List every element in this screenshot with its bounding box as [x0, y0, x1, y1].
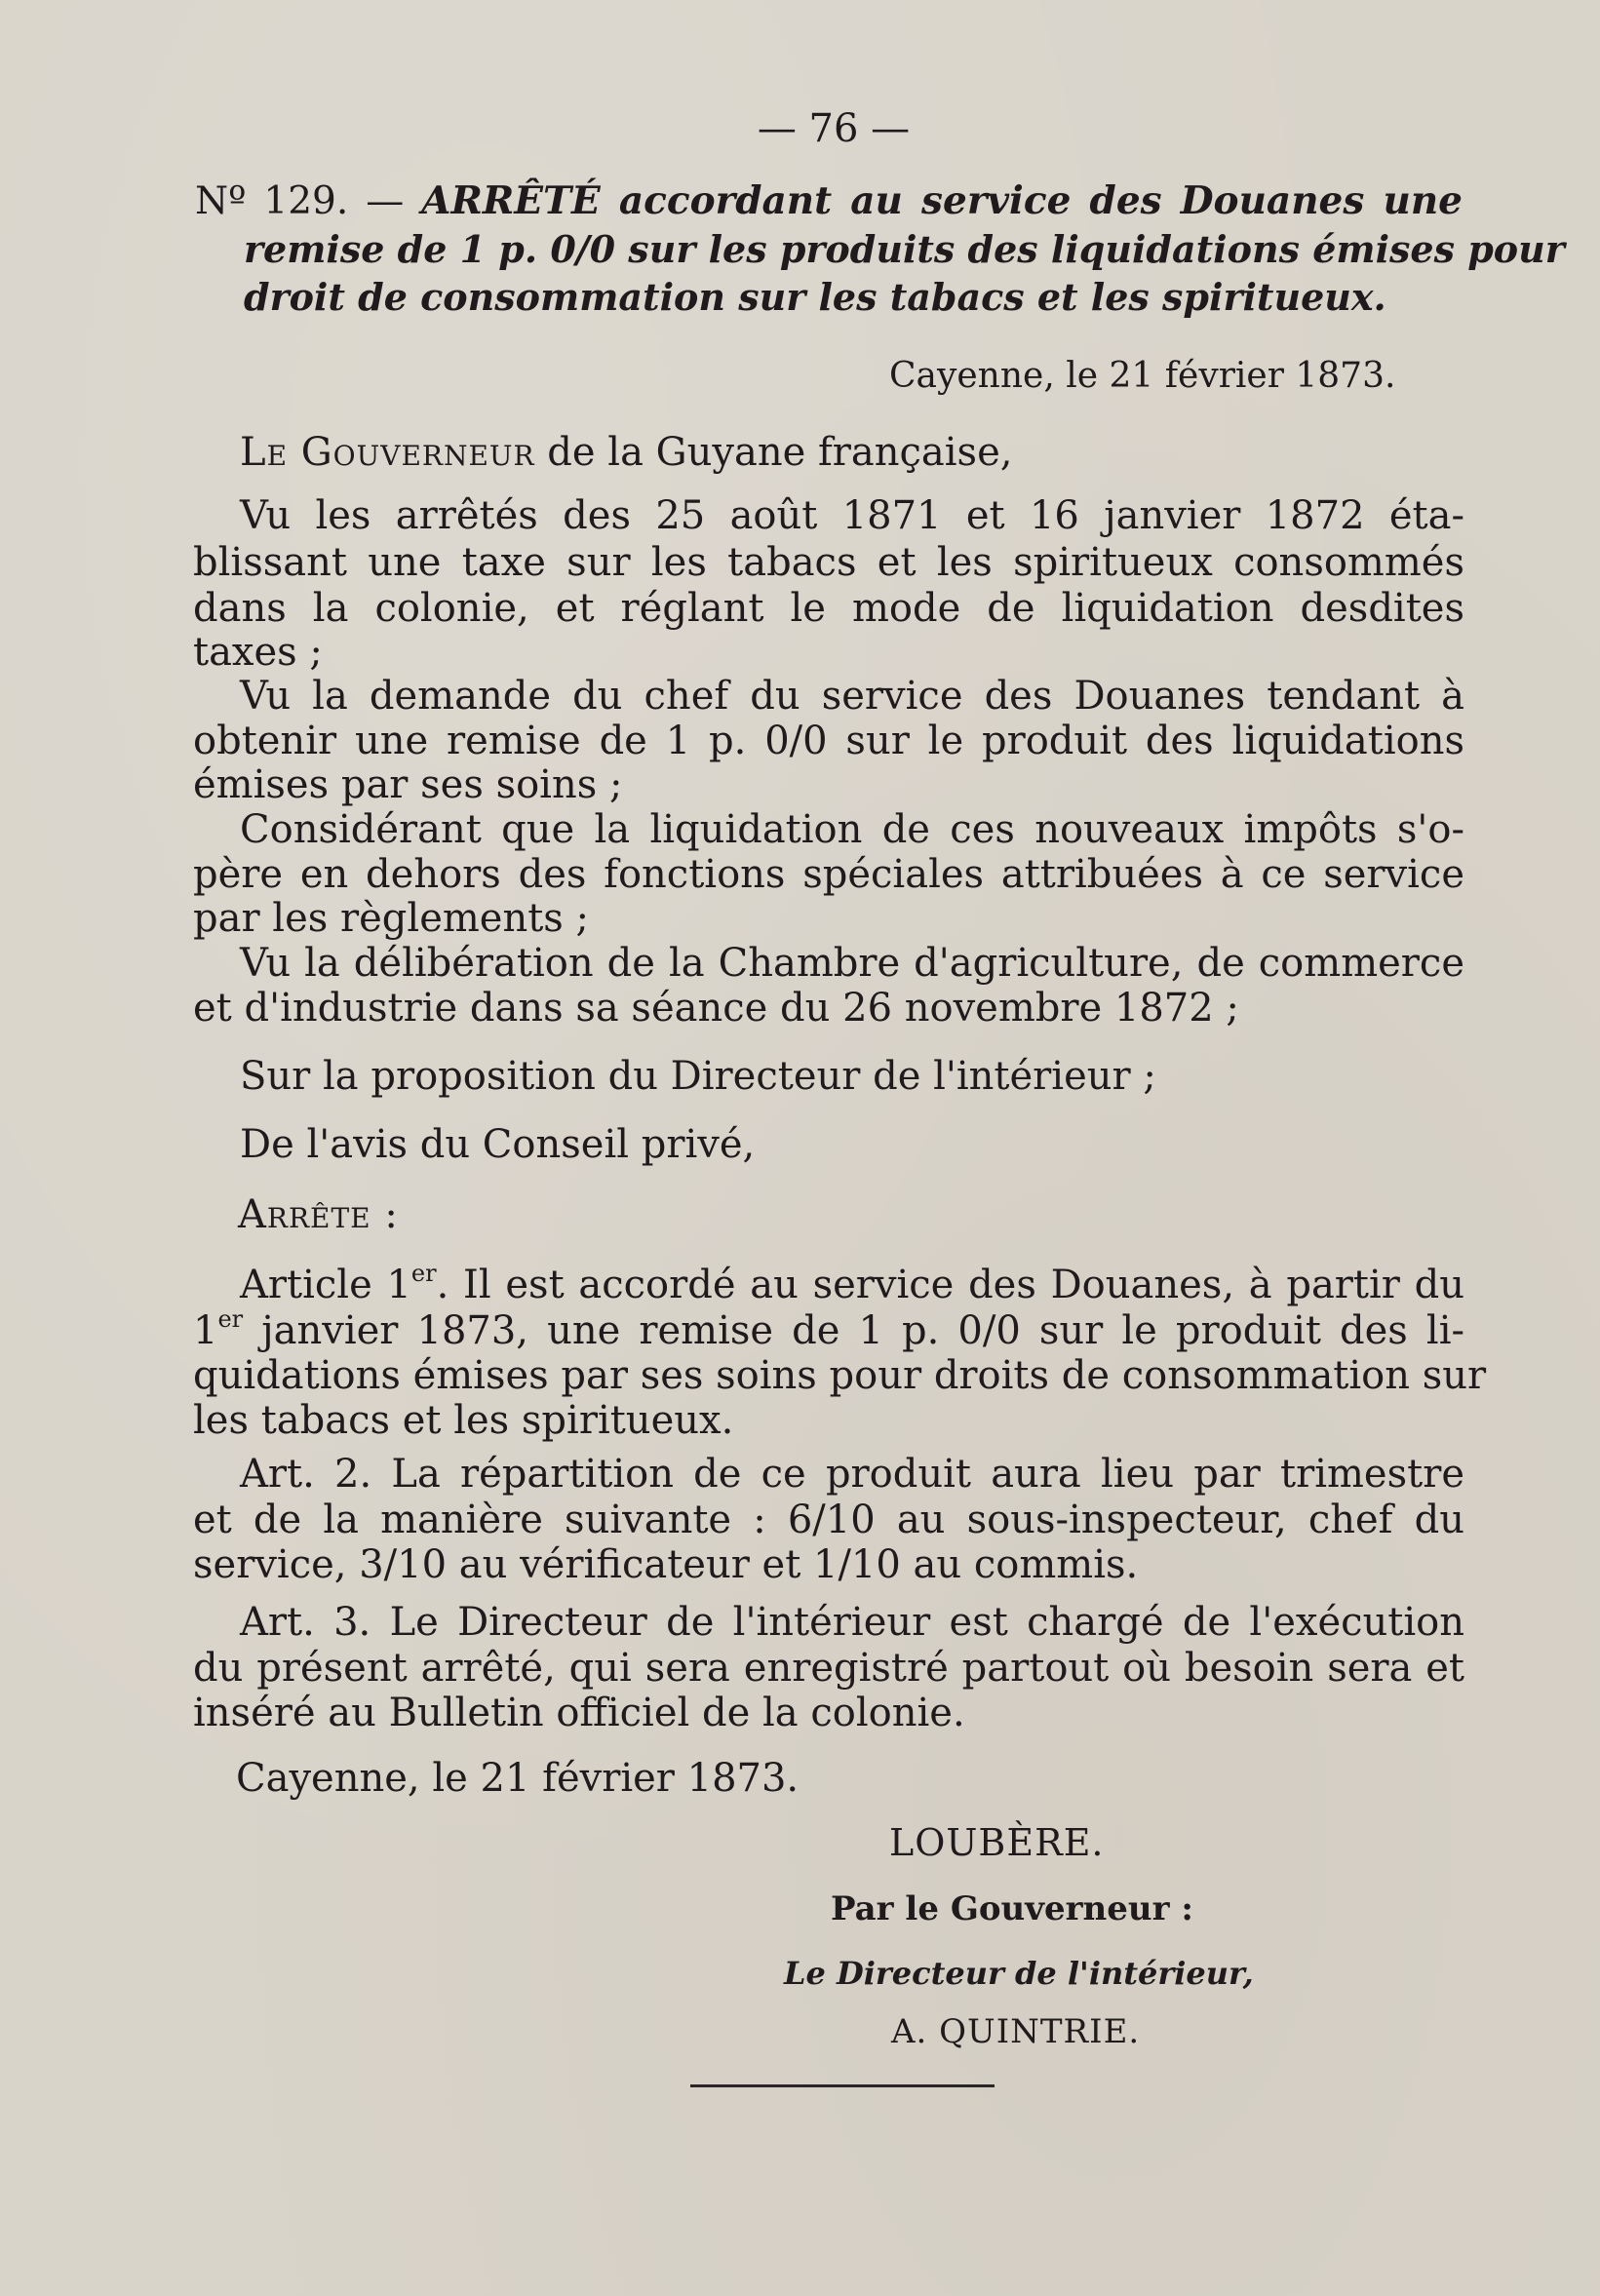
heading-number: Nº 129. —: [195, 179, 422, 223]
body-line-3: dans la colonie, et réglant le mode de liquidation desdites: [193, 586, 1464, 631]
body-line-8: Considérant que la liquidation de ces nouveaux impôts s'o-: [240, 807, 1464, 852]
article1-line-4: les tabacs et les spiritueux.: [193, 1398, 734, 1443]
dateline: Cayenne, le 21 février 1873.: [889, 356, 1396, 396]
article3-line-3: inséré au Bulletin officiel de la colonie.: [193, 1691, 965, 1735]
avis-line: De l'avis du Conseil privé,: [240, 1122, 756, 1167]
directeur-title: Le Directeur de l'intérieur,: [784, 1955, 1254, 1992]
end-rule: [690, 2084, 995, 2087]
article1-date-day: 1: [193, 1308, 218, 1353]
article1-sup: er: [410, 1260, 437, 1288]
article1-line-2-text: janvier 1873, une remise de 1 p. 0/0 sur le produit des li-: [243, 1308, 1464, 1353]
directeur-name: A. QUINTRIE.: [891, 2012, 1141, 2051]
heading-title-start: ARRÊTÉ accordant au service des Douanes une: [421, 178, 1463, 223]
arrete-label: Arrête :: [238, 1192, 399, 1237]
body-line-11: Vu la délibération de la Chambre d'agriculture, de commerce: [240, 941, 1464, 986]
article3-line-1: Art. 3. Le Directeur de l'intérieur est chargé de l'exécution: [240, 1600, 1464, 1645]
body-line-10: par les règlements ;: [193, 896, 590, 941]
article1-line-2: [193, 1307, 1464, 1354]
body-line-9: père en dehors des fonctions spéciales attribuées à ce service: [193, 852, 1464, 897]
body-line-7: émises par ses soins ;: [193, 762, 623, 807]
governor-rest: de la Guyane française,: [534, 430, 1013, 475]
article1-date-sup: er: [217, 1305, 244, 1334]
body-line-2: blissant une taxe sur les tabacs et les spiritueux consommés: [193, 540, 1464, 585]
page-number: — 76 —: [757, 106, 911, 151]
article2-line-2: et de la manière suivante : 6/10 au sous-inspecteur, chef du: [193, 1498, 1464, 1542]
article1-line-3: quidations émises par ses soins pour droits de consommation sur: [193, 1353, 1487, 1398]
heading-line-3: droit de consommation sur les tabacs et les spiritueux.: [244, 275, 1386, 319]
governor-line: [240, 429, 1012, 476]
proposition-line: Sur la proposition du Directeur de l'intérieur ;: [240, 1054, 1156, 1099]
article1-label: Article 1: [240, 1263, 411, 1307]
body-line-6: obtenir une remise de 1 p. 0/0 sur le produit des liquidations: [193, 719, 1464, 763]
article2-line-3: service, 3/10 au vérificateur et 1/10 au commis.: [193, 1542, 1139, 1587]
heading-line-1: [195, 177, 1463, 225]
article3-line-2: du présent arrêté, qui sera enregistré partout où besoin sera et: [193, 1646, 1464, 1691]
body-line-4: taxes ;: [193, 630, 323, 675]
body-line-5: Vu la demande du chef du service des Douanes tendant à: [240, 674, 1464, 719]
article1-text-start: . Il est accordé au service des Douanes, à partir du: [436, 1263, 1465, 1307]
signature: LOUBÈRE.: [889, 1821, 1105, 1864]
article1-line-1: [240, 1262, 1464, 1308]
body-line-12: et d'industrie dans sa séance du 26 novembre 1872 ;: [193, 986, 1239, 1031]
heading-line-2: remise de 1 p. 0/0 sur les produits des liquidations émises pour: [244, 227, 1565, 271]
closing-date: Cayenne, le 21 février 1873.: [236, 1756, 800, 1801]
par-le-gouverneur: Par le Gouverneur :: [831, 1889, 1193, 1928]
article2-line-1: Art. 2. La répartition de ce produit aura lieu par trimestre: [240, 1452, 1464, 1497]
body-line-1: Vu les arrêtés des 25 août 1871 et 16 janvier 1872 éta-: [240, 493, 1464, 538]
governor-title: Le Gouverneur: [240, 430, 535, 475]
